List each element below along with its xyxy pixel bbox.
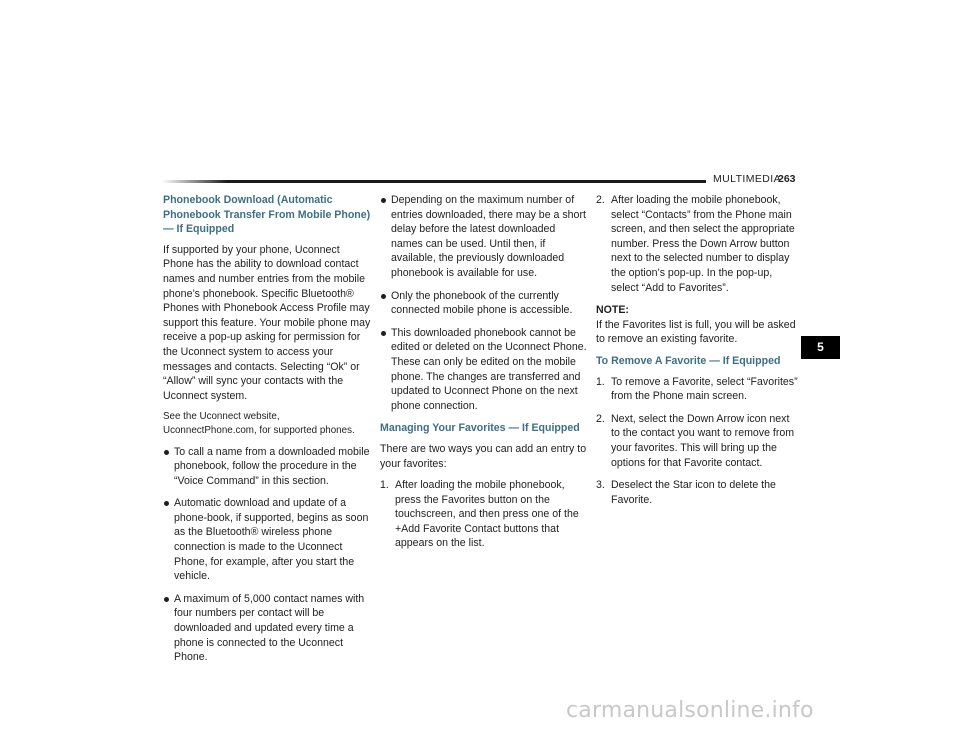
running-header-section: MULTIMEDIA [713,173,781,185]
column-1 [163,193,373,673]
list-item: Only the phonebook of the currently connected mobile phone is accessible. [380,289,588,318]
paragraph: If supported by your phone, Uconnect Phone has the ability to download contact names and number entries from the mobile phone’s phonebook. Specific Bluetooth® Phones with Phonebook Access Profile may support this feature. Your mobile phone may receive a pop-up asking for permission for the Uconnect system to access your messages and contacts. Selecting “Ok” or “Allow” will sync your contacts with the Uconnect system. [163,243,371,402]
column-2 [380,193,588,559]
numbered-list [380,478,588,551]
section-heading-remove-favorite: To Remove A Favorite — If Equipped [596,354,781,367]
note-text: If the Favorites list is full, you will be asked to remove an existing favorite. [596,318,796,346]
list-item: 1. To remove a Favorite, select “Favorites” from the Phone main screen. [596,375,798,403]
list-item: Depending on the maximum number of entries downloaded, there may be a short delay before the latest downloaded names can be used. Until then, if available, the previously downloaded phonebook is available for use. [380,193,588,281]
bullet-icon [381,331,386,336]
list-item: 3. Deselect the Star icon to delete the Favorite. [596,479,776,506]
numbered-list [596,375,800,508]
section-heading-phonebook-download: Phonebook Download (Automatic Phonebook Transfer From Mobile Phone) — If Equipped [163,194,371,236]
list-item: This downloaded phonebook cannot be edited or deleted on the Uconnect Phone. These can only be edited on the mobile phone. The changes are transferred and updated to Uconnect Phone on the next phone connection. [380,326,588,414]
list-item: A maximum of 5,000 contact names with four numbers per contact will be downloaded and updated every time a phone is connected to the Uconnect Phone. [163,592,373,665]
page-number: 263 [778,173,796,185]
bullet-icon [381,198,386,203]
bullet-icon [381,294,386,299]
list-item: 1. After loading the mobile phonebook, press the Favorites button on the touchscreen, and then press one of the +Add Favorite Contact buttons that appears on the list. [380,479,579,550]
chapter-tab: 5 [801,336,840,359]
list-item: 2. After loading the mobile phonebook, select “Contacts” from the Phone main screen, and then select the appropriate number. Press the Down Arrow button next to the selected number to display the option’s pop-up. In the pop-up, select “Add to Favorites”. [596,194,795,294]
section-heading-managing-favorites: Managing Your Favorites — If Equipped [380,422,580,435]
paragraph-supported-phones: See the Uconnect website, UconnectPhone.com, for supported phones. [163,411,355,436]
paragraph: There are two ways you can add an entry to your favorites: [380,442,587,470]
list-item: Automatic download and update of a phone-book, if supported, begins as soon as the Bluetooth® wireless phone connection is made to the Uconnect Phone, for example, after you start the vehicle. [163,496,373,584]
bullet-list [163,445,373,665]
bullet-icon [164,597,169,602]
watermark: carmanualsonline.info [566,698,814,723]
bullet-list [380,193,588,413]
list-item: 2. Next, select the Down Arrow icon next to the contact you want to remove from your favorites. This will bring up the options for that Favorite contact. [596,412,795,469]
bullet-icon [164,501,169,506]
note-label: NOTE: [596,304,629,317]
list-item: To call a name from a downloaded mobile phonebook, follow the procedure in the “Voice Command” in this section. [163,445,373,489]
bullet-icon [164,450,169,455]
header-rule [162,180,706,183]
column-3 [596,193,800,515]
numbered-list [596,193,800,295]
